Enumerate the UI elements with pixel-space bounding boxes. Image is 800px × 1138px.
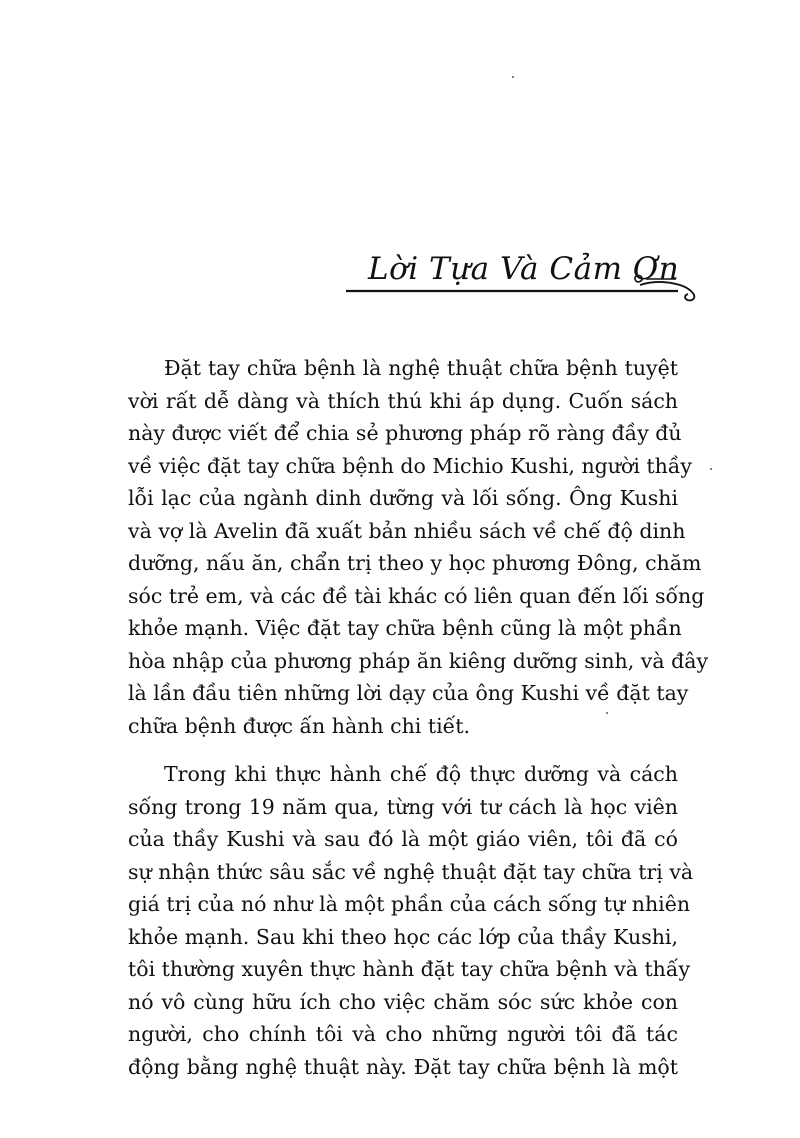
text-line: giá trị của nó như là một phần của cách sống tự nhiên <box>128 892 691 916</box>
paragraph-gap <box>128 742 678 758</box>
chapter-heading <box>340 245 710 305</box>
text-line: nó vô cùng hữu ích cho việc chăm sóc sức khỏe con <box>128 989 678 1014</box>
text-line: động bằng nghệ thuật này. Đặt tay chữa bệnh là một <box>128 1054 678 1079</box>
text-line: của thầy Kushi và sau đó là một giáo viên, tôi đã có <box>128 827 678 851</box>
text-line: người, cho chính tôi và cho những người tôi đã tác <box>128 1022 678 1046</box>
chapter-title: Lời Tựa Và Cảm Ơn <box>368 251 680 287</box>
paragraph <box>128 352 709 742</box>
text-line: vời rất dễ dàng và thích thú khi áp dụng. Cuốn sách <box>128 388 678 413</box>
text-line: khỏe mạnh. Việc đặt tay chữa bệnh cũng là một phần <box>128 616 682 640</box>
text-line: và vợ là Avelin đã xuất bản nhiều sách về chế độ dinh <box>128 518 686 543</box>
text-line: chữa bệnh được ấn hành chi tiết. <box>128 713 471 738</box>
text-line: Đặt tay chữa bệnh là nghệ thuật chữa bệnh tuyệt <box>164 356 678 380</box>
body-text <box>128 352 709 1083</box>
text-line: là lần đầu tiên những lời dạy của ông Kushi về đặt tay <box>128 681 689 705</box>
text-line: hòa nhập của phương pháp ăn kiêng dưỡng sinh, và đây <box>128 648 709 673</box>
text-line: dưỡng, nấu ăn, chẩn trị theo y học phương Đông, chăm <box>128 551 702 575</box>
paragraph <box>128 758 694 1083</box>
scan-speck <box>512 76 514 78</box>
text-line: tôi thường xuyên thực hành đặt tay chữa bệnh và thấy <box>128 957 691 981</box>
text-line: sóc trẻ em, và các đề tài khác có liên quan đến lối sống <box>128 583 705 608</box>
text-line: khỏe mạnh. Sau khi theo học các lớp của thầy Kushi, <box>128 924 678 949</box>
text-line: này được viết để chia sẻ phương pháp rõ ràng đầy đủ <box>128 421 682 445</box>
text-line: Trong khi thực hành chế độ thực dưỡng và cách <box>164 762 678 786</box>
text-line: sống trong 19 năm qua, từng với tư cách là học viên <box>128 794 678 819</box>
scan-speck <box>710 468 712 470</box>
text-line: sự nhận thức sâu sắc về nghệ thuật đặt tay chữa trị và <box>128 859 694 884</box>
text-line: về việc đặt tay chữa bệnh do Michio Kushi, người thầy <box>128 453 692 478</box>
text-line: lỗi lạc của ngành dinh dưỡng và lối sống. Ông Kushi <box>128 486 678 510</box>
